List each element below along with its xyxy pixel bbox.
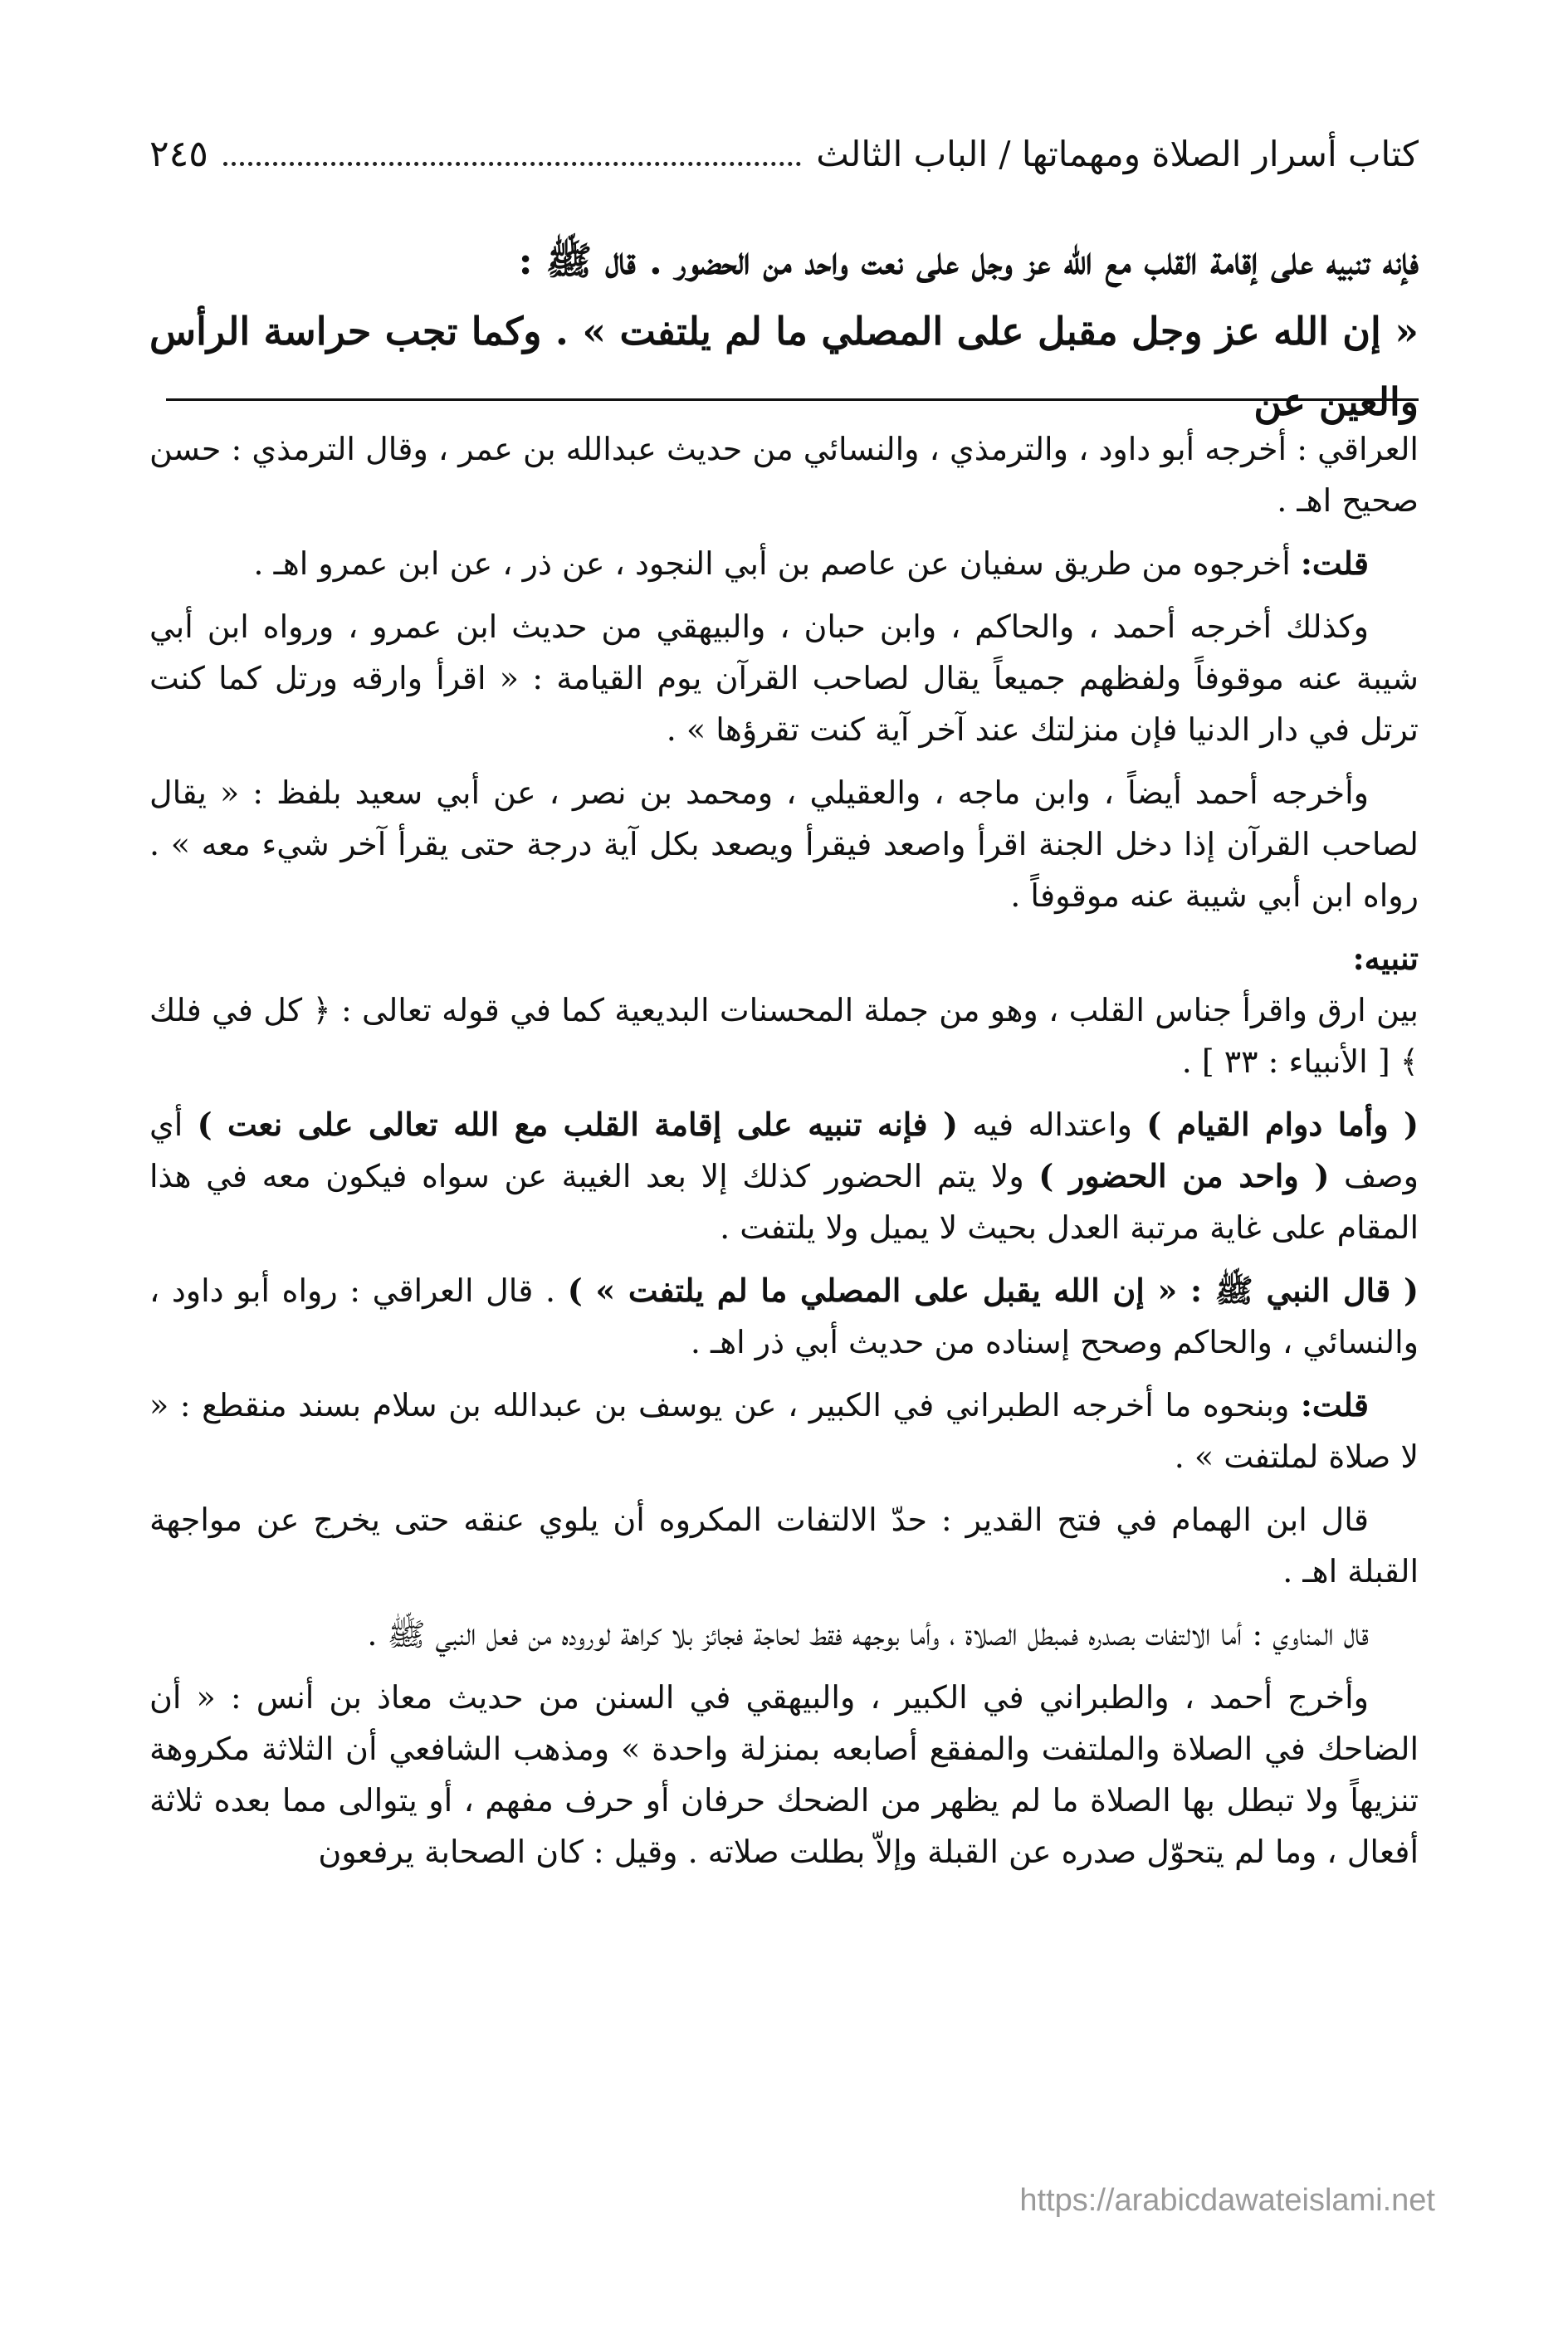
- page-number: ٢٤٥: [149, 132, 208, 175]
- running-header: [149, 125, 1419, 183]
- commentary-paragraph: [149, 1380, 1419, 1482]
- quoted-text: ( فإنه تنبيه على إقامة القلب مع الله تعالى على نعت ): [197, 1106, 958, 1143]
- commentary-paragraph: [149, 1265, 1419, 1368]
- paragraph-text: . قال العراقي : رواه أبو داود ، والنسائي ، والحاكم وصحح إسناده من حديث أبي ذر اهـ .: [149, 1272, 1419, 1360]
- commentary-paragraph: وأخرجه أحمد أيضاً ، وابن ماجه ، والعقيلي ، ومحمد بن نصر ، عن أبي سعيد بلفظ : « يقال لصاحب القرآن إذا دخل الجنة اقرأ واصعد فيقرأ ويصعد بكل آية درجة حتى يقرأ آخر شيء معه » . رواه ابن أبي شيبة عنه موقوفاً .: [149, 774, 1419, 914]
- tanbih-heading: تنبيه:: [1352, 940, 1419, 977]
- watermark-url: https://arabicdawateislami.net: [1019, 2183, 1435, 2218]
- running-title: كتاب أسرار الصلاة ومهماتها / الباب الثالث: [816, 133, 1419, 174]
- footnote-divider: [166, 398, 1419, 401]
- quoted-text: ( قال النبي ﷺ : « إن الله يقبل على المصلي ما لم يلتفت » ): [567, 1272, 1419, 1309]
- commentary-paragraph: قال ابن الهمام في فتح القدير : حدّ الالتفات المكروه أن يلوي عنقه حتى يخرج عن مواجهة القبلة اهـ .: [149, 1502, 1419, 1590]
- commentary-paragraph: بين ارق واقرأ جناس القلب ، وهو من جملة المحسنات البديعية كما في قوله تعالى : ﴿ كل في فلك ﴾ [ الأنبياء : ٣٣ ] .: [149, 992, 1419, 1080]
- qultu-label: قلت:: [1300, 544, 1369, 582]
- leader-dots: [223, 162, 801, 166]
- commentary-paragraph: [149, 1099, 1419, 1253]
- paragraph-text: أي وصف: [149, 1106, 1419, 1194]
- main-text: [149, 226, 1419, 437]
- paragraph-text: وبنحوه ما أخرجه الطبراني في الكبير ، عن يوسف بن عبدالله بن سلام بسند منقطع : « لا صلاة لملتفت » .: [149, 1387, 1419, 1475]
- qultu-label: قلت:: [1300, 1386, 1369, 1423]
- main-text-line: « إن الله عز وجل مقبل على المصلي ما لم يلتفت » . وكما تجب حراسة الرأس والعين عن: [149, 309, 1419, 424]
- paragraph-text: ولا يتم الحضور كذلك إلا بعد الغيبة عن سواه فيكون معه في هذا المقام على غاية مرتبة العدل بحيث لا يميل ولا يلتفت .: [149, 1158, 1419, 1246]
- paragraph-text: واعتداله فيه: [957, 1106, 1147, 1143]
- main-text-line: فإنه تنبيه على إقامة القلب مع الله عز وجل على نعت واحد من الحضور . قال ﷺ :: [518, 238, 1419, 283]
- commentary-paragraph: العراقي : أخرجه أبو داود ، والترمذي ، والنسائي من حديث عبدالله بن عمر ، وقال الترمذي : حسن صحيح اهـ .: [149, 431, 1419, 519]
- commentary-paragraph: وكذلك أخرجه أحمد ، والحاكم ، وابن حبان ، والبيهقي من حديث ابن عمرو ، ورواه ابن أبي شيبة عنه موقوفاً ولفظهم جميعاً يقال لصاحب القرآن يوم القيامة : « اقرأ وارقه ورتل كما كنت ترتل في دار الدنيا فإن منزلتك عند آخر آية كنت تقرؤها » .: [149, 608, 1419, 748]
- commentary-paragraph: قال المناوي : أما الالتفات بصدره فمبطل الصلاة ، وأما بوجهه فقط لحاجة فجائز بلا كراهة لوروده من فعل النبي ﷺ .: [367, 1616, 1369, 1653]
- commentary: [149, 423, 1419, 1889]
- commentary-paragraph: [149, 538, 1419, 589]
- quoted-text: ( وأما دوام القيام ): [1146, 1106, 1419, 1143]
- quoted-text: ( واحد من الحضور ): [1038, 1157, 1330, 1194]
- paragraph-text: أخرجوه من طريق سفيان عن عاصم بن أبي النجود ، عن ذر ، عن ابن عمرو اهـ .: [253, 545, 1301, 582]
- commentary-paragraph: وأخرج أحمد ، والطبراني في الكبير ، والبيهقي في السنن من حديث معاذ بن أنس : « أن الضاحك في الصلاة والملتفت والمفقع أصابعه بمنزلة واحدة » ومذهب الشافعي أن الثلاثة مكروهة تنزيهاً ولا تبطل بها الصلاة ما لم يظهر من الضحك حرفان أو حرف مفهم ، أو يتوالى مما بعده ثلاثة أفعال ، وما لم يتحوّل صدره عن القبلة وإلاّ بطلت صلاته . وقيل : كان الصحابة يرفعون: [149, 1679, 1419, 1870]
